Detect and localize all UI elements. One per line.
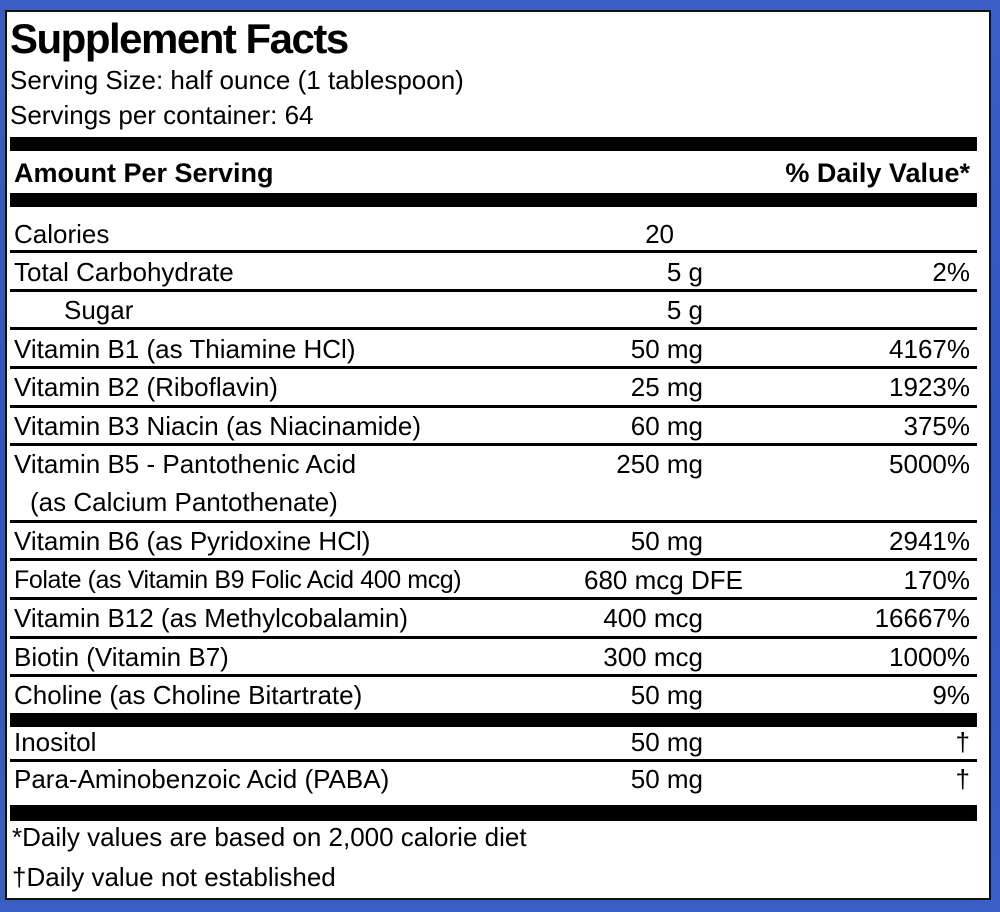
row-inositol-name: Inositol <box>14 727 97 757</box>
thick-divider-top <box>10 137 977 151</box>
row-sugar-amount: 5 g <box>666 295 703 325</box>
row-choline-name: Choline (as Choline Bitartrate) <box>14 680 363 710</box>
row-divider <box>10 327 977 330</box>
footnote-daily-values: *Daily values are based on 2,000 calorie diet <box>12 822 527 852</box>
row-vitamin-b2-amount: 25 mg <box>630 372 703 402</box>
row-divider <box>10 520 977 523</box>
row-divider <box>10 759 977 762</box>
row-carbohydrate-name: Total Carbohydrate <box>14 257 234 287</box>
footnote-not-established: †Daily value not established <box>12 862 336 892</box>
row-paba-amount: 50 mg <box>630 764 703 794</box>
row-paba-name: Para-Aminobenzoic Acid (PABA) <box>14 764 390 794</box>
thick-divider-bottom <box>10 805 977 821</box>
row-divider <box>10 443 977 446</box>
row-vitamin-b1-amount: 50 mg <box>630 334 703 364</box>
row-biotin-dv: 1000% <box>889 642 970 672</box>
row-divider <box>10 405 977 408</box>
row-vitamin-b12-dv: 16667% <box>874 603 970 633</box>
servings-per-container: Servings per container: 64 <box>10 100 314 130</box>
row-divider <box>10 250 977 253</box>
amount-per-serving-header: Amount Per Serving <box>14 158 274 188</box>
row-vitamin-b3-name: Vitamin B3 Niacin (as Niacinamide) <box>14 411 422 441</box>
row-vitamin-b6-name: Vitamin B6 (as Pyridoxine HCl) <box>14 526 371 556</box>
row-vitamin-b12-amount: 400 mcg <box>603 603 703 633</box>
row-paba-dv: † <box>955 764 970 794</box>
row-choline-dv: 9% <box>932 680 970 710</box>
row-vitamin-b6-dv: 2941% <box>889 526 970 556</box>
row-divider <box>10 636 977 639</box>
row-vitamin-b3-dv: 375% <box>903 411 970 441</box>
row-vitamin-b5-name: Vitamin B5 - Pantothenic Acid <box>14 449 357 479</box>
row-vitamin-b5-name-line2: (as Calcium Pantothenate) <box>30 487 338 517</box>
row-calories-amount: 20 <box>645 219 674 249</box>
row-vitamin-b1-dv: 4167% <box>889 334 970 364</box>
row-sugar-name: Sugar <box>64 295 134 325</box>
row-calories-name: Calories <box>14 219 110 249</box>
row-carbohydrate-dv: 2% <box>932 257 970 287</box>
row-inositol-amount: 50 mg <box>630 727 703 757</box>
row-vitamin-b5-amount: 250 mg <box>616 449 703 479</box>
row-vitamin-b1-name: Vitamin B1 (as Thiamine HCl) <box>14 334 356 364</box>
row-vitamin-b3-amount: 60 mg <box>630 411 703 441</box>
row-divider <box>10 558 977 561</box>
row-divider <box>10 597 977 600</box>
row-vitamin-b2-dv: 1923% <box>889 372 970 402</box>
row-vitamin-b12-name: Vitamin B12 (as Methylcobalamin) <box>14 603 409 633</box>
label-title: Supplement Facts <box>10 15 348 62</box>
row-vitamin-b5-dv: 5000% <box>889 449 970 479</box>
row-biotin-name: Biotin (Vitamin B7) <box>14 642 229 672</box>
row-vitamin-b2-name: Vitamin B2 (Riboflavin) <box>14 372 278 402</box>
daily-value-header: % Daily Value* <box>785 158 970 188</box>
row-inositol-dv: † <box>955 727 970 757</box>
row-choline-amount: 50 mg <box>630 680 703 710</box>
row-folate-name: Folate (as Vitamin B9 Folic Acid 400 mcg) <box>14 566 462 594</box>
serving-size: Serving Size: half ounce (1 tablespoon) <box>10 65 464 95</box>
row-folate-dv: 170% <box>903 565 970 595</box>
thick-divider-lower <box>10 713 977 727</box>
row-biotin-amount: 300 mcg <box>603 642 703 672</box>
row-divider <box>10 674 977 677</box>
row-carbohydrate-amount: 5 g <box>666 257 703 287</box>
row-vitamin-b6-amount: 50 mg <box>630 526 703 556</box>
row-folate-amount: 680 mcg DFE <box>584 565 743 595</box>
thick-divider-header <box>10 193 977 207</box>
row-divider <box>10 366 977 369</box>
row-divider <box>10 289 977 292</box>
